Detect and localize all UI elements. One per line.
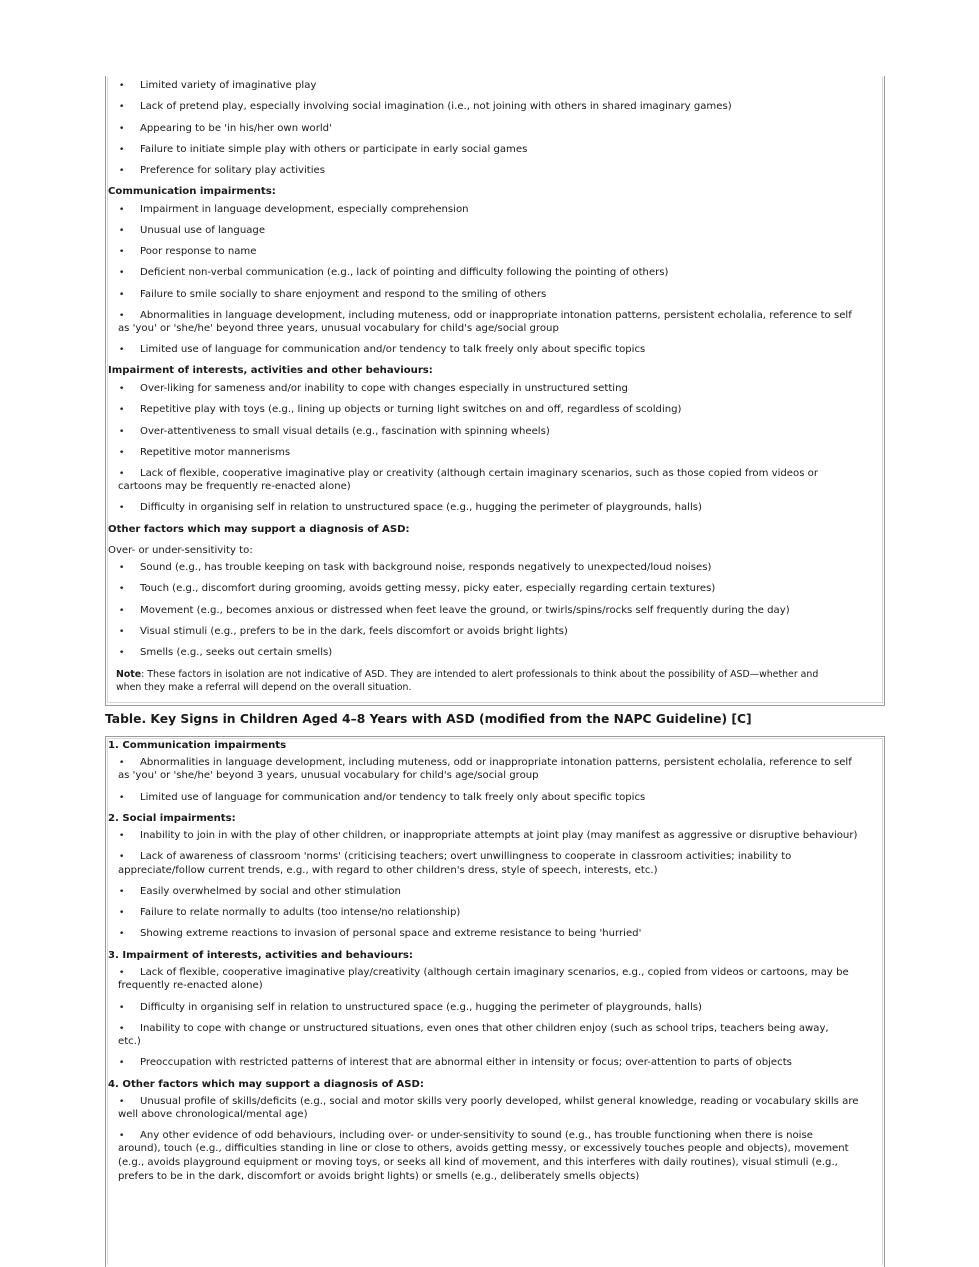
list-item: • Failure to initiate simple play with others or participate in early social games (106, 143, 527, 158)
list-item-continuation: (e.g., avoids playground equipment or moving toys, or seeks all kind of movement, and this interferes with daily routines), visual stimuli (e.g., (118, 1157, 838, 1168)
key-signs-4-8-years-table (105, 736, 885, 1267)
note-label: Note (116, 669, 142, 680)
list-item: • Preference for solitary play activities (106, 164, 325, 179)
list-item: • Lack of awareness of classroom 'norms' (criticising teachers; overt unwillingness to cooperate in classroom activities; inability to (106, 850, 791, 865)
list-item-continuation: cartoons may be frequently re-enacted alone) (118, 481, 351, 492)
key-signs-table-continued (105, 76, 885, 706)
list-item-continuation: as 'you' or 'she/he' beyond three years, unusual vocabulary for child's age/social group (118, 323, 559, 334)
list-item-continuation: appreciate/follow current trends, e.g., with regard to other children's dress, style of speech, interests, etc.) (118, 865, 658, 876)
section-heading-other-factors: 4. Other factors which may support a diagnosis of ASD: (108, 1079, 424, 1090)
list-item-continuation: prefers to be in the dark, discomfort or avoids bright lights) or smells (e.g., deliberately smells objects) (118, 1171, 640, 1182)
list-item: • Difficulty in organising self in relation to unstructured space (e.g., hugging the perimeter of playgrounds, halls) (106, 1001, 702, 1016)
sensitivity-intro: Over- or under-sensitivity to: (108, 545, 253, 556)
list-item: • Limited use of language for communication and/or tendency to talk freely only about specific topics (106, 791, 645, 806)
list-item: • Visual stimuli (e.g., prefers to be in the dark, feels discomfort or avoids bright lights) (106, 625, 568, 640)
list-item: • Unusual profile of skills/deficits (e.g., social and motor skills very poorly developed, whilst general knowledge, reading or vocabulary skills are (106, 1095, 858, 1110)
list-item: • Limited variety of imaginative play (106, 79, 316, 94)
section-heading-communication: 1. Communication impairments (108, 740, 287, 751)
list-item: • Poor response to name (106, 245, 256, 260)
table-note-continuation: when they make a referral will depend on the overall situation. (116, 682, 412, 693)
list-item: • Touch (e.g., discomfort during grooming, avoids getting messy, picky eater, especially regarding certain textures) (106, 582, 715, 597)
list-item: • Abnormalities in language development, including muteness, odd or inappropriate intonation patterns, persistent echolalia, reference to self (106, 309, 852, 324)
list-item: • Deficient non-verbal communication (e.g., lack of pointing and difficulty following the pointing of others) (106, 266, 669, 281)
list-item: • Failure to relate normally to adults (too intense/no relationship) (106, 906, 460, 921)
list-item: • Smells (e.g., seeks out certain smells) (106, 646, 332, 661)
list-item: • Unusual use of language (106, 224, 265, 239)
list-item: • Impairment in language development, especially comprehension (106, 203, 469, 218)
list-item: • Preoccupation with restricted patterns of interest that are abnormal either in intensity or focus; over-attention to parts of objects (106, 1056, 792, 1071)
list-item-continuation: around), touch (e.g., difficulties standing in line or close to others, avoids getting messy, or excessively touches people and objects), movement (118, 1143, 849, 1154)
note-text: : These factors in isolation are not indicative of ASD. They are intended to alert professionals to think about the possibility of ASD—whether and (141, 669, 819, 680)
list-item: • Inability to cope with change or unstructured situations, even ones that other children enjoy (such as school trips, teachers being away, (106, 1022, 829, 1037)
list-item: • Any other evidence of odd behaviours, including over- or under-sensitivity to sound (e.g., has trouble functioning when there is noise (106, 1129, 813, 1144)
section-heading-other-factors: Other factors which may support a diagnosis of ASD: (108, 524, 410, 535)
list-item-continuation: frequently re-enacted alone) (118, 980, 263, 991)
list-item: • Repetitive motor mannerisms (106, 446, 290, 461)
list-item: • Difficulty in organising self in relation to unstructured space (e.g., hugging the perimeter of playgrounds, halls) (106, 501, 702, 516)
list-item: • Showing extreme reactions to invasion of personal space and extreme resistance to being 'hurried' (106, 927, 641, 942)
section-heading-social: 2. Social impairments: (108, 813, 236, 824)
list-item: • Sound (e.g., has trouble keeping on task with background noise, responds negatively to unexpected/loud noises) (106, 561, 711, 576)
list-item-continuation: as 'you' or 'she/he' beyond 3 years, unusual vocabulary for child's age/social group (118, 770, 539, 781)
section-heading-communication: Communication impairments: (108, 186, 276, 197)
list-item: • Limited use of language for communication and/or tendency to talk freely only about specific topics (106, 343, 645, 358)
section-heading-interests: Impairment of interests, activities and other behaviours: (108, 365, 433, 376)
list-item: • Abnormalities in language development, including muteness, odd or inappropriate intonation patterns, persistent echolalia, reference to self (106, 756, 852, 771)
list-item: • Easily overwhelmed by social and other stimulation (106, 885, 401, 900)
list-item: • Over-attentiveness to small visual details (e.g., fascination with spinning wheels) (106, 425, 550, 440)
list-item: • Inability to join in with the play of other children, or inappropriate attempts at joint play (may manifest as aggressive or disruptive behaviour) (106, 829, 857, 844)
list-item: • Lack of pretend play, especially involving social imagination (i.e., not joining with others in shared imaginary games) (106, 100, 732, 115)
section-heading-interests: 3. Impairment of interests, activities and behaviours: (108, 950, 413, 961)
list-item-continuation: well above chronological/mental age) (118, 1109, 308, 1120)
table-note (116, 668, 818, 682)
list-item: • Lack of flexible, cooperative imaginative play or creativity (although certain imaginary scenarios, such as those copied from videos or (106, 467, 818, 482)
list-item: • Over-liking for sameness and/or inability to cope with changes especially in unstructured setting (106, 382, 628, 397)
list-item: • Repetitive play with toys (e.g., lining up objects or turning light switches on and off, regardless of scolding) (106, 403, 682, 418)
list-item: • Appearing to be 'in his/her own world' (106, 122, 332, 137)
list-item: • Lack of flexible, cooperative imaginative play/creativity (although certain imaginary scenarios, e.g., copied from videos or cartoons, may be (106, 966, 849, 981)
list-item: • Failure to smile socially to share enjoyment and respond to the smiling of others (106, 288, 546, 303)
list-item: • Movement (e.g., becomes anxious or distressed when feet leave the ground, or twirls/spins/rocks self frequently during the day) (106, 604, 790, 619)
table-title: Table. Key Signs in Children Aged 4–8 Years with ASD (modified from the NAPC Guideline) [C] (105, 712, 752, 726)
list-item-continuation: etc.) (118, 1036, 141, 1047)
